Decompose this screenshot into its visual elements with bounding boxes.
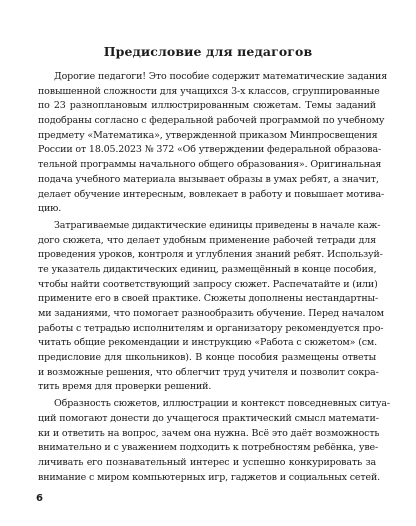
text-line: и возможные решения, что облегчит труд учителя и позволит сокра- bbox=[38, 366, 379, 378]
text-line: личивать его познавательный интерес и успешно конкурировать за bbox=[38, 456, 376, 468]
paragraph bbox=[38, 397, 390, 485]
text-line: делает обучение интересным, вовлекает в работу и повышает мотива- bbox=[38, 188, 385, 200]
text-line: дого сюжета, что делает удобным применение рабочей тетради для bbox=[38, 234, 376, 246]
paragraph bbox=[38, 70, 388, 217]
text-line: ций помогают донести до учащегося практический смысл математи- bbox=[38, 412, 379, 424]
text-line: те указатель дидактических единиц, размещённый в конце пособия, bbox=[38, 263, 377, 275]
paragraph bbox=[38, 219, 384, 395]
text-line: подобраны согласно с федеральной рабочей программой по учебному bbox=[38, 115, 385, 127]
text-line: предмету «Математика», утвержденной приказом Минпросвещения bbox=[38, 129, 378, 141]
body-text bbox=[38, 70, 390, 487]
text-line: внимание с миром компьютерных игр, гаджетов и социальных сетей. bbox=[38, 471, 381, 483]
text-line: внимательно и с уважением подходить к потребностям ребёнка, уве- bbox=[38, 442, 379, 454]
text-line: тить время для проверки решений. bbox=[38, 381, 212, 393]
page-number: 6 bbox=[36, 493, 43, 504]
page-title: Предисловие для педагогов bbox=[103, 44, 313, 59]
text-line: читать общие рекомендации и инструкцию «Работа с сюжетом» (см. bbox=[38, 337, 378, 349]
text-line: цию. bbox=[38, 203, 62, 215]
text-line: ки и ответить на вопрос, зачем она нужна. Всё это даёт возможность bbox=[38, 427, 380, 439]
text-line: проведения уроков, контроля и углубления знаний ребят. Используй- bbox=[38, 249, 383, 261]
text-line: предисловие для школьников). В конце пособия размещены ответы bbox=[38, 352, 376, 364]
text-line: примените его в своей практике. Сюжеты дополнены нестандартны- bbox=[38, 293, 379, 305]
text-line: тельной программы начального общего образования». Оригинальная bbox=[38, 159, 382, 171]
text-line: повышенной сложности для учащихся 3-х классов, сгруппированные bbox=[38, 85, 380, 97]
text-line: ми заданиями, что помогает разнообразить обучение. Перед началом bbox=[38, 308, 384, 319]
text-line: по 23 разноплановым иллюстрированным сюжетам. Темы заданий bbox=[38, 100, 376, 112]
text-line: Затрагиваемые дидактические единицы приведены в начале каж- bbox=[54, 219, 381, 231]
text-line: Дорогие педагоги! Это пособие содержит математические задания bbox=[54, 71, 388, 82]
text-line: подача учебного материала вызывает образы в умах ребят, а значит, bbox=[38, 173, 379, 185]
text-line: работы с тетрадью исполнителям и организатору рекомендуется про- bbox=[38, 322, 384, 334]
text-line: России от 18.05.2023 № 372 «Об утверждении федеральной образова- bbox=[38, 144, 382, 156]
text-line: чтобы найти соответствующий запросу сюжет. Распечатайте и (или) bbox=[38, 278, 378, 290]
text-line: Образность сюжетов, иллюстрации и контекст повседневных ситуа- bbox=[54, 398, 390, 410]
